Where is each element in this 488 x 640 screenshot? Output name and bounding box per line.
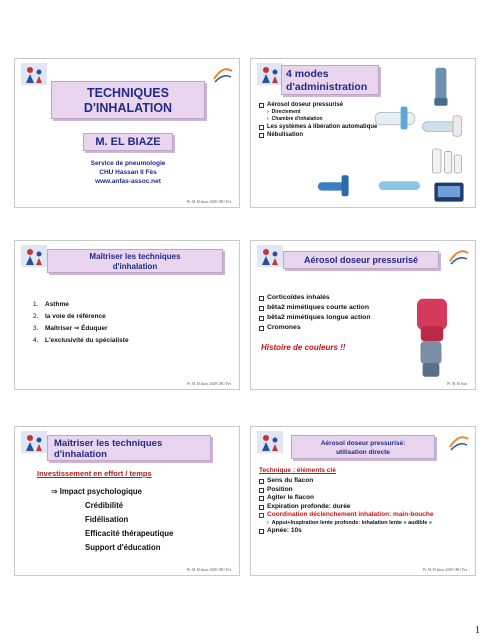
list-item: bêta2 mimétiques courte action: [259, 303, 409, 313]
list-item: Aérosol doseur pressurisé: [259, 101, 399, 109]
list-item: Expiration profonde: durée: [259, 503, 455, 512]
inhaler-device-image: [427, 143, 467, 179]
list-item: Agiter le flacon: [259, 494, 455, 503]
inhaler-device-image: [313, 171, 373, 199]
list-item: Sens du flacon: [259, 477, 455, 486]
inhaler-device-image: [375, 171, 425, 199]
logo-icon: [21, 63, 47, 85]
logo-icon: [257, 245, 283, 267]
inhaler-logo-icon: [447, 245, 471, 267]
footer: Pr. M. El biaz: [447, 382, 467, 386]
slide-5: [14, 426, 240, 576]
list-item: 4. L'exclusivité du spécialiste: [33, 337, 129, 344]
slide-title: TECHNIQUES D'INHALATION: [51, 81, 205, 119]
list-item: Cromones: [259, 323, 409, 333]
list-item: Nébulisation: [259, 131, 399, 139]
list-item: 1. Asthme: [33, 301, 69, 308]
footer: Pr. M. El biaze 2009 CHU Fès: [186, 200, 231, 204]
slide-title: Aérosol doseur pressurisé: utilisation directe: [291, 435, 435, 459]
list-item: bêta2 mimétiques longue action: [259, 313, 409, 323]
list-item: 3. Maîtriser ⇒ Éduquer: [33, 325, 108, 332]
highlight-text: Histoire de couleurs !!: [261, 343, 346, 352]
logo-icon: [257, 63, 283, 85]
inhaler-red-image: [411, 295, 453, 345]
author-box: M. EL BIAZE: [83, 133, 173, 151]
list-item: Les systèmes à libération automatique: [259, 123, 399, 131]
inhaler-device-image: [369, 101, 421, 135]
subtitle: Investissement en effort / temps: [37, 469, 152, 478]
affiliation: Service de pneumologie CHU Hassan II Fès www.anfas-assoc.net: [90, 160, 166, 185]
list-item: Efficacité thérapeutique: [85, 529, 174, 538]
slide-title: Maîtriser les techniques d'inhalation: [47, 435, 211, 461]
slide-title: Aérosol doseur pressurisé: [283, 251, 439, 269]
section-heading: Technique : éléments clé: [259, 467, 336, 474]
inhaler-logo-icon: [447, 431, 471, 453]
slide-title: Maîtriser les techniques d'inhalation: [47, 249, 223, 273]
inhaler-canister-image: [431, 65, 453, 109]
benefit-list: [51, 485, 174, 555]
logo-icon: [257, 431, 283, 453]
inhaler-grey-image: [411, 339, 451, 381]
numbered-list: [33, 299, 129, 347]
logo-icon: [21, 245, 47, 267]
list-item: 2. la voie de référence: [33, 313, 106, 320]
list-item: Position: [259, 486, 455, 495]
slide-1: [14, 58, 240, 208]
list-item: Fidélisation: [85, 515, 129, 524]
technique-list: [259, 477, 455, 536]
page-number: 1: [475, 625, 480, 636]
list-item: Corticoïdes inhalés: [259, 293, 409, 303]
list-item: Support d'éducation: [85, 543, 161, 552]
list-item-sub: › Appui+Inspiration lente profonde: inhalation lente « audible »: [267, 519, 432, 526]
slide-3: [14, 240, 240, 390]
footer: Pr. M. El biaze 2009 CHU Fès: [422, 568, 467, 572]
list-item: Coordination déclenchement inhalation: main-bouche: [259, 511, 455, 520]
footer: Pr. M. El biaze 2009 CHU Fès: [186, 382, 231, 386]
drug-list: [259, 293, 409, 333]
footer: Pr. M. El biaze 2009 CHU Fès: [186, 568, 231, 572]
logo-icon: [21, 431, 47, 453]
list-item-sub: › Chambre d'inhalation: [267, 116, 323, 122]
slide-4: [250, 240, 476, 390]
list-item-sub: › Directement: [267, 109, 301, 115]
inhaler-device-image: [419, 111, 469, 141]
nebulizer-image: [427, 177, 471, 205]
slide-6: [250, 426, 476, 576]
slide-title: 4 modes d'administration: [281, 65, 379, 95]
list-item: Apnée: 10s: [259, 527, 455, 536]
list-item: Crédibilité: [85, 501, 124, 510]
list-item: ⇒ Impact psychologique: [51, 487, 143, 496]
inhaler-logo-icon: [211, 63, 235, 85]
slide-2: [250, 58, 476, 208]
